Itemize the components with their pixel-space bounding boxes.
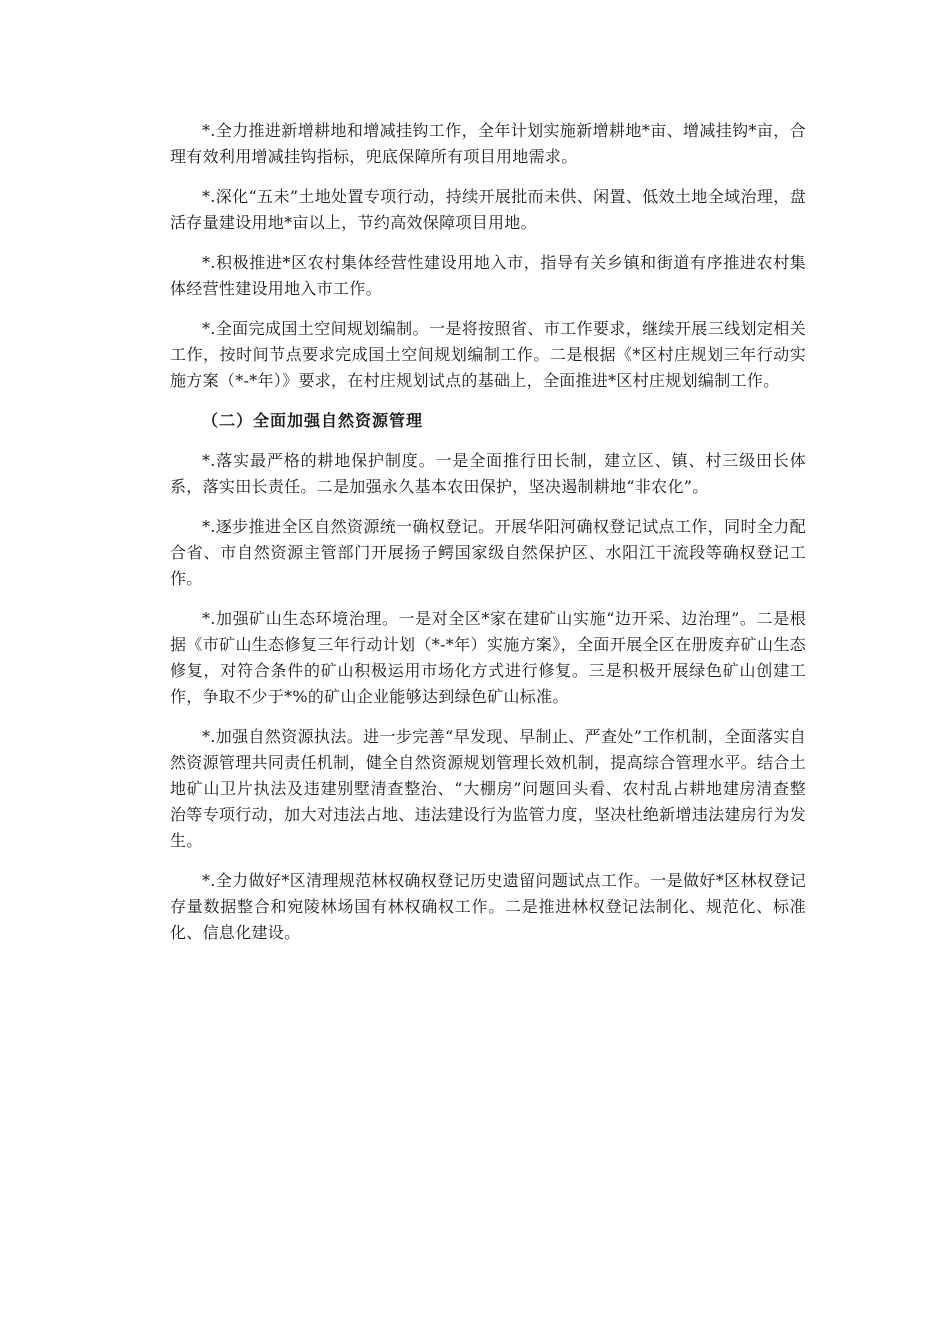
- paragraph: *.全力推进新增耕地和增减挂钩工作，全年计划实施新增耕地*亩、增减挂钩*亩，合理有效利用增减挂钩指标，兜底保障所有项目用地需求。: [170, 121, 806, 166]
- paragraph: *.加强矿山生态环境治理。一是对全区*家在建矿山实施“边开采、边治理”。二是根据《市矿山生态修复三年行动计划（*-*年）实施方案》，全面开展全区在册废弃矿山生态修复，对符合条件的矿山积极运用市场化方式进行修复。三是积极开展绿色矿山创建工作，争取不少于*%的矿山企业能够达到绿色矿山标准。: [170, 609, 806, 706]
- paragraph: *.加强自然资源执法。进一步完善“早发现、早制止、严查处”工作机制，全面落实自然资源管理共同责任机制，健全自然资源规划管理长效机制，提高综合管理水平。结合土地矿山卫片执法及违建别墅清查整治、“大棚房”问题回头看、农村乱占耕地建房清查整治等专项行动，加大对违法占地、违法建设行为监管力度，坚决杜绝新增违法建房行为发生。: [170, 727, 806, 850]
- paragraph: *.逐步推进全区自然资源统一确权登记。开展华阳河确权登记试点工作，同时全力配合省、市自然资源主管部门开展扬子鳄国家级自然保护区、水阳江干流段等确权登记工作。: [170, 517, 806, 588]
- paragraph: *.积极推进*区农村集体经营性建设用地入市，指导有关乡镇和街道有序推进农村集体经营性建设用地入市工作。: [170, 253, 806, 298]
- paragraph: *.落实最严格的耕地保护制度。一是全面推行田长制，建立区、镇、村三级田长体系，落实田长责任。二是加强永久基本农田保护，坚决遏制耕地“非农化”。: [170, 451, 806, 496]
- document-page: [170, 118, 806, 960]
- section-heading: （二）全面加强自然资源管理: [202, 411, 424, 430]
- paragraph: *.深化“五未”土地处置专项行动，持续开展批而未供、闲置、低效土地全域治理，盘活存量建设用地*亩以上，节约高效保障项目用地。: [170, 187, 806, 232]
- paragraph: *.全面完成国土空间规划编制。一是将按照省、市工作要求，继续开展三线划定相关工作，按时间节点要求完成国土空间规划编制工作。二是根据《*区村庄规划三年行动实施方案（*-*年）》要求，在村庄规划试点的基础上，全面推进*区村庄规划编制工作。: [170, 319, 806, 390]
- paragraph: *.全力做好*区清理规范林权确权登记历史遗留问题试点工作。一是做好*区林权登记存量数据整合和宛陵林场国有林权确权工作。二是推进林权登记法制化、规范化、标准化、信息化建设。: [170, 871, 806, 942]
